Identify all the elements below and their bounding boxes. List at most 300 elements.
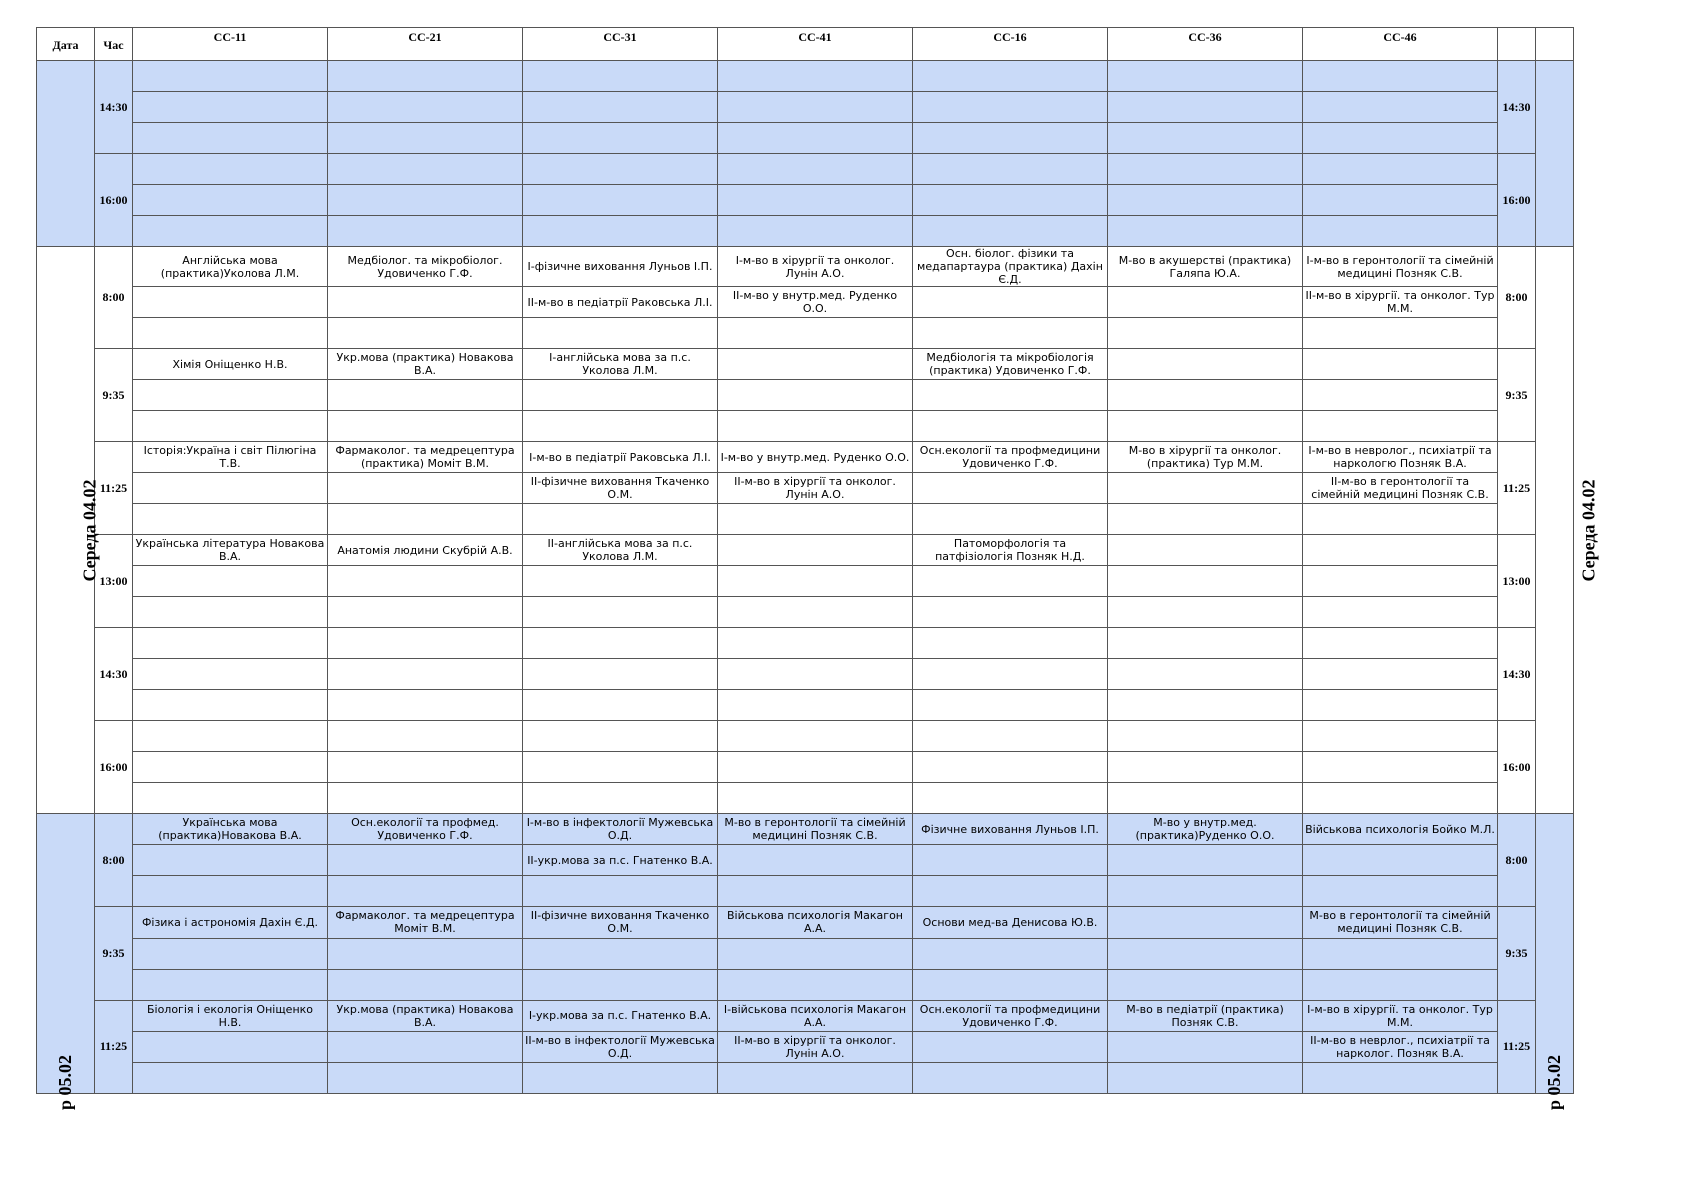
time-cell-right: 9:35 (1498, 907, 1536, 1001)
schedule-row (37, 1063, 1574, 1094)
lesson-cell: ІІ-м-во в хірургії та онколог. Лунін А.О. (718, 473, 913, 504)
lesson-cell (718, 349, 913, 380)
lesson-cell (133, 185, 328, 216)
lesson-cell (523, 1063, 718, 1094)
lesson-cell: Фізичне виховання Луньов І.П. (913, 814, 1108, 845)
lesson-cell (1303, 61, 1498, 92)
lesson-cell (718, 123, 913, 154)
lesson-cell (133, 783, 328, 814)
lesson-cell (133, 690, 328, 721)
lesson-cell (133, 938, 328, 969)
lesson-cell (133, 659, 328, 690)
lesson-cell (1303, 1063, 1498, 1094)
day-label-right (1536, 61, 1574, 247)
time-cell: 11:25 (95, 442, 133, 535)
lesson-cell (913, 185, 1108, 216)
lesson-cell: І-м-во у внутр.мед. Руденко О.О. (718, 442, 913, 473)
schedule-row (37, 690, 1574, 721)
lesson-cell (913, 783, 1108, 814)
lesson-cell (1303, 216, 1498, 247)
group-header: СС-46 (1303, 28, 1498, 61)
lesson-cell (913, 628, 1108, 659)
lesson-cell (1303, 721, 1498, 752)
schedule-sheet (36, 27, 1599, 1164)
lesson-cell: І-м-во в геронтології та сімейній медицині Позняк С.В. (1303, 247, 1498, 287)
lesson-cell (1108, 907, 1303, 939)
lesson-cell (523, 566, 718, 597)
group-header: СС-16 (913, 28, 1108, 61)
lesson-cell (913, 504, 1108, 535)
schedule-row (37, 123, 1574, 154)
lesson-cell: Анатомія людини Скубрій А.В. (328, 535, 523, 566)
lesson-cell: Укр.мова (практика) Новакова В.А. (328, 1000, 523, 1032)
lesson-cell (328, 783, 523, 814)
header-row (37, 28, 1574, 61)
lesson-cell: Осн.екології та профмедицини Удовиченко Г.Ф. (913, 1000, 1108, 1032)
date-header: Дата (37, 28, 95, 61)
lesson-cell (328, 473, 523, 504)
lesson-cell (718, 1063, 913, 1094)
lesson-cell (718, 216, 913, 247)
lesson-cell (913, 690, 1108, 721)
lesson-cell: Військова психологія Макагон А.А. (718, 907, 913, 939)
lesson-cell (913, 318, 1108, 349)
lesson-cell (523, 938, 718, 969)
lesson-cell (1303, 123, 1498, 154)
lesson-cell (1108, 504, 1303, 535)
lesson-cell (133, 411, 328, 442)
schedule-row (37, 380, 1574, 411)
lesson-cell (328, 123, 523, 154)
lesson-cell: ІІ-фізичне виховання Ткаченко О.М. (523, 907, 718, 939)
lesson-cell: М-во в геронтології та сімейній медицині Позняк С.В. (718, 814, 913, 845)
schedule-row (37, 628, 1574, 659)
lesson-cell (1303, 628, 1498, 659)
lesson-cell (328, 690, 523, 721)
lesson-cell: М-во в геронтології та сімейній медицині Позняк С.В. (1303, 907, 1498, 939)
lesson-cell: Біологія і екологія Оніщенко Н.В. (133, 1000, 328, 1032)
schedule-row (37, 938, 1574, 969)
schedule-row (37, 783, 1574, 814)
lesson-cell (133, 61, 328, 92)
lesson-cell (1108, 1032, 1303, 1063)
lesson-cell (718, 154, 913, 185)
day-label-wrap (1538, 814, 1571, 1111)
time-cell: 16:00 (95, 721, 133, 814)
lesson-cell (913, 969, 1108, 1000)
lesson-cell (1303, 535, 1498, 566)
lesson-cell (913, 938, 1108, 969)
lesson-cell (328, 154, 523, 185)
lesson-cell (913, 752, 1108, 783)
lesson-cell: І-м-во в хірургії. та онколог. Тур М.М. (1303, 1000, 1498, 1032)
lesson-cell: І-м-во в хірургії та онколог. Лунін А.О. (718, 247, 913, 287)
lesson-cell (718, 659, 913, 690)
lesson-cell (718, 721, 913, 752)
lesson-cell (913, 876, 1108, 907)
lesson-cell: ІІ-м-во у внутр.мед. Руденко О.О. (718, 287, 913, 318)
lesson-cell (1303, 969, 1498, 1000)
lesson-cell (1108, 123, 1303, 154)
lesson-cell (523, 154, 718, 185)
lesson-cell (133, 752, 328, 783)
lesson-cell: Фізика і астрономія Дахін Є.Д. (133, 907, 328, 939)
lesson-cell (913, 123, 1108, 154)
schedule-row (37, 318, 1574, 349)
lesson-cell (133, 154, 328, 185)
schedule-row (37, 721, 1574, 752)
lesson-cell (328, 318, 523, 349)
lesson-cell (523, 504, 718, 535)
lesson-cell (523, 61, 718, 92)
lesson-cell (523, 690, 718, 721)
lesson-cell (523, 659, 718, 690)
lesson-cell (718, 504, 913, 535)
day-label (37, 814, 95, 1111)
lesson-cell (523, 597, 718, 628)
lesson-cell: ІІ-м-во в педіатрії Раковська Л.І. (523, 287, 718, 318)
lesson-cell (1108, 690, 1303, 721)
schedule-row (37, 287, 1574, 318)
lesson-cell: Осн.екології та профмед. Удовиченко Г.Ф. (328, 814, 523, 845)
lesson-cell: Військова психологія Бойко М.Л. (1303, 814, 1498, 845)
lesson-cell (1108, 380, 1303, 411)
lesson-cell (328, 216, 523, 247)
lesson-cell (718, 185, 913, 216)
schedule-row (37, 247, 1574, 287)
lesson-cell (1108, 752, 1303, 783)
lesson-cell (913, 411, 1108, 442)
lesson-cell (133, 876, 328, 907)
lesson-cell: Фармаколог. та медрецептура (практика) Моміт В.М. (328, 442, 523, 473)
schedule-body (37, 61, 1599, 1111)
schedule-row (37, 442, 1574, 473)
lesson-cell: Укр.мова (практика) Новакова В.А. (328, 349, 523, 380)
lesson-cell (1108, 845, 1303, 876)
lesson-cell (328, 185, 523, 216)
lesson-cell: І-м-во в педіатрії Раковська Л.І. (523, 442, 718, 473)
lesson-cell (328, 504, 523, 535)
day-label-text: Середа 04.02 (79, 478, 100, 582)
lesson-cell: ІІ-м-во в інфектології Мужевська О.Д. (523, 1032, 718, 1063)
lesson-cell (523, 318, 718, 349)
lesson-cell (133, 845, 328, 876)
lesson-cell (913, 380, 1108, 411)
time-cell-right: 14:30 (1498, 61, 1536, 154)
lesson-cell (718, 845, 913, 876)
lesson-cell (913, 659, 1108, 690)
lesson-cell (913, 216, 1108, 247)
time-cell-right: 9:35 (1498, 349, 1536, 442)
lesson-cell (328, 752, 523, 783)
lesson-cell: Українська мова (практика)Новакова В.А. (133, 814, 328, 845)
lesson-cell: Англійська мова (практика)Уколова Л.М. (133, 247, 328, 287)
lesson-cell (1108, 349, 1303, 380)
lesson-cell (133, 597, 328, 628)
time-cell: 16:00 (95, 154, 133, 247)
lesson-cell (1108, 411, 1303, 442)
lesson-cell: Патоморфологія та патфізіологія Позняк Н.Д. (913, 535, 1108, 566)
lesson-cell (523, 628, 718, 659)
group-header: СС-31 (523, 28, 718, 61)
lesson-cell (913, 1032, 1108, 1063)
day-label-text: Середа 04.02 (1578, 478, 1599, 582)
lesson-cell (718, 597, 913, 628)
lesson-cell: І-військова психологія Макагон А.А. (718, 1000, 913, 1032)
lesson-cell: М-во в педіатрії (практика) Позняк С.В. (1108, 1000, 1303, 1032)
time-cell: 8:00 (95, 247, 133, 349)
lesson-cell (1303, 92, 1498, 123)
lesson-cell (133, 721, 328, 752)
lesson-cell (133, 318, 328, 349)
lesson-cell (133, 92, 328, 123)
lesson-cell (133, 504, 328, 535)
time-cell-right: 16:00 (1498, 154, 1536, 247)
lesson-cell: Основи мед-ва Денисова Ю.В. (913, 907, 1108, 939)
lesson-cell (1108, 318, 1303, 349)
group-header: СС-21 (328, 28, 523, 61)
date-header-right (1536, 28, 1574, 61)
time-cell-right: 11:25 (1498, 442, 1536, 535)
lesson-cell (913, 566, 1108, 597)
lesson-cell: М-во в акушерстві (практика) Галяпа Ю.А. (1108, 247, 1303, 287)
lesson-cell (1108, 876, 1303, 907)
lesson-cell (1303, 845, 1498, 876)
lesson-cell (1303, 154, 1498, 185)
lesson-cell (328, 92, 523, 123)
lesson-cell (718, 318, 913, 349)
lesson-cell: М-во у внутр.мед. (практика)Руденко О.О. (1108, 814, 1303, 845)
lesson-cell (328, 628, 523, 659)
lesson-cell (913, 597, 1108, 628)
lesson-cell (1108, 154, 1303, 185)
lesson-cell (1303, 185, 1498, 216)
lesson-cell: М-во в хірургії та онколог. (практика) Тур М.М. (1108, 442, 1303, 473)
lesson-cell: ІІ-фізичне виховання Ткаченко О.М. (523, 473, 718, 504)
lesson-cell (913, 845, 1108, 876)
lesson-cell (328, 566, 523, 597)
lesson-cell (1303, 411, 1498, 442)
lesson-cell (523, 123, 718, 154)
group-header: СС-36 (1108, 28, 1303, 61)
day-label (37, 61, 95, 247)
lesson-cell (133, 566, 328, 597)
schedule-row (37, 907, 1574, 939)
lesson-cell (718, 411, 913, 442)
lesson-cell (1303, 380, 1498, 411)
lesson-cell (1108, 535, 1303, 566)
lesson-cell (1303, 876, 1498, 907)
hour-header-right (1498, 28, 1536, 61)
lesson-cell (718, 380, 913, 411)
group-header: СС-41 (718, 28, 913, 61)
day-label-right (1536, 247, 1599, 814)
lesson-cell (133, 969, 328, 1000)
time-cell: 9:35 (95, 349, 133, 442)
lesson-cell (1303, 938, 1498, 969)
lesson-cell (133, 1063, 328, 1094)
lesson-cell (718, 690, 913, 721)
lesson-cell: ІІ-м-во в неврлог., психіатрії та нарколог. Позняк В.А. (1303, 1032, 1498, 1063)
lesson-cell (718, 969, 913, 1000)
schedule-row (37, 473, 1574, 504)
lesson-cell (913, 61, 1108, 92)
lesson-cell (1303, 597, 1498, 628)
lesson-cell (1108, 938, 1303, 969)
lesson-cell: І-фізичне виховання Луньов І.П. (523, 247, 718, 287)
lesson-cell (328, 597, 523, 628)
schedule-row (37, 1032, 1574, 1063)
schedule-row (37, 216, 1574, 247)
schedule-row (37, 659, 1574, 690)
lesson-cell: І-англійська мова за п.с. Уколова Л.М. (523, 349, 718, 380)
lesson-cell (1108, 597, 1303, 628)
group-header: СС-11 (133, 28, 328, 61)
lesson-cell (523, 783, 718, 814)
lesson-cell (523, 380, 718, 411)
lesson-cell (718, 535, 913, 566)
time-cell: 11:25 (95, 1000, 133, 1094)
lesson-cell (718, 61, 913, 92)
lesson-cell (523, 969, 718, 1000)
schedule-row (37, 411, 1574, 442)
lesson-cell (523, 721, 718, 752)
lesson-cell (133, 287, 328, 318)
lesson-cell: Українська література Новакова В.А. (133, 535, 328, 566)
lesson-cell (133, 628, 328, 659)
schedule-row (37, 92, 1574, 123)
lesson-cell: ІІ-м-во в хірургії. та онколог. Тур М.М. (1303, 287, 1498, 318)
schedule-row (37, 845, 1574, 876)
lesson-cell (328, 287, 523, 318)
lesson-cell (1108, 783, 1303, 814)
day-label-text: р 05.02 (55, 1054, 76, 1111)
lesson-cell (913, 721, 1108, 752)
time-cell-right: 14:30 (1498, 628, 1536, 721)
lesson-cell (1108, 969, 1303, 1000)
lesson-cell (523, 752, 718, 783)
lesson-cell: Медбіологія та мікробіологія (практика) Удовиченко Г.Ф. (913, 349, 1108, 380)
lesson-cell (1303, 659, 1498, 690)
lesson-cell (523, 185, 718, 216)
schedule-row (37, 185, 1574, 216)
lesson-cell: ІІ-м-во в геронтології та сімейній медицині Позняк С.В. (1303, 473, 1498, 504)
hour-header: Час (95, 28, 133, 61)
lesson-cell (913, 1063, 1108, 1094)
lesson-cell (523, 411, 718, 442)
time-cell: 14:30 (95, 61, 133, 154)
day-label-right (1536, 814, 1574, 1111)
lesson-cell (718, 752, 913, 783)
lesson-cell (913, 287, 1108, 318)
lesson-cell: Осн.екології та профмедицини Удовиченко Г.Ф. (913, 442, 1108, 473)
lesson-cell (1108, 628, 1303, 659)
lesson-cell (133, 216, 328, 247)
lesson-cell: І-укр.мова за п.с. Гнатенко В.А. (523, 1000, 718, 1032)
lesson-cell (1303, 752, 1498, 783)
time-cell: 9:35 (95, 907, 133, 1001)
lesson-cell (328, 380, 523, 411)
lesson-cell (328, 411, 523, 442)
lesson-cell (913, 154, 1108, 185)
day-label-text: р 05.02 (1544, 1054, 1565, 1111)
lesson-cell (1303, 690, 1498, 721)
schedule-row (37, 504, 1574, 535)
lesson-cell (523, 92, 718, 123)
lesson-cell (718, 566, 913, 597)
lesson-cell (1108, 92, 1303, 123)
lesson-cell (328, 659, 523, 690)
lesson-cell (328, 721, 523, 752)
lesson-cell: І-м-во в інфектології Мужевська О.Д. (523, 814, 718, 845)
schedule-row (37, 154, 1574, 185)
lesson-cell: Осн. біолог. фізики та медапартаура (практика) Дахін Є.Д. (913, 247, 1108, 287)
lesson-cell (718, 938, 913, 969)
lesson-cell (718, 876, 913, 907)
lesson-cell: ІІ-англійська мова за п.с. Уколова Л.М. (523, 535, 718, 566)
lesson-cell (133, 123, 328, 154)
time-cell-right: 8:00 (1498, 247, 1536, 349)
schedule-row (37, 876, 1574, 907)
lesson-cell (1108, 659, 1303, 690)
day-label (37, 247, 100, 814)
lesson-cell (523, 216, 718, 247)
schedule-row (37, 566, 1574, 597)
lesson-cell (133, 380, 328, 411)
lesson-cell (1108, 473, 1303, 504)
lesson-cell (328, 1063, 523, 1094)
lesson-cell (913, 473, 1108, 504)
lesson-cell (328, 938, 523, 969)
schedule-row (37, 969, 1574, 1000)
lesson-cell (718, 628, 913, 659)
time-cell-right: 11:25 (1498, 1000, 1536, 1094)
lesson-cell (1108, 1063, 1303, 1094)
lesson-cell (328, 969, 523, 1000)
schedule-row (37, 752, 1574, 783)
schedule-row (37, 535, 1574, 566)
schedule-row (37, 349, 1574, 380)
lesson-cell: ІІ-укр.мова за п.с. Гнатенко В.А. (523, 845, 718, 876)
lesson-cell (133, 1032, 328, 1063)
time-cell-right: 13:00 (1498, 535, 1536, 628)
schedule-row (37, 814, 1574, 845)
time-cell: 13:00 (95, 535, 133, 628)
lesson-cell (1303, 566, 1498, 597)
lesson-cell (1108, 185, 1303, 216)
lesson-cell (718, 92, 913, 123)
lesson-cell (328, 61, 523, 92)
lesson-cell (1303, 783, 1498, 814)
lesson-cell (523, 876, 718, 907)
day-label-wrap (39, 814, 92, 1111)
lesson-cell (1108, 216, 1303, 247)
lesson-cell: Медбіолог. та мікробіолог. Удовиченко Г.Ф. (328, 247, 523, 287)
lesson-cell (1303, 318, 1498, 349)
lesson-cell (1108, 721, 1303, 752)
lesson-cell: ІІ-м-во в хірургії та онколог. Лунін А.О. (718, 1032, 913, 1063)
time-cell-right: 8:00 (1498, 814, 1536, 907)
time-cell-right: 16:00 (1498, 721, 1536, 814)
lesson-cell (328, 876, 523, 907)
schedule-table (36, 27, 1599, 1111)
lesson-cell (1108, 61, 1303, 92)
schedule-row (37, 597, 1574, 628)
lesson-cell: Фармаколог. та медрецептура Моміт В.М. (328, 907, 523, 939)
lesson-cell (1303, 504, 1498, 535)
lesson-cell (133, 473, 328, 504)
lesson-cell (718, 783, 913, 814)
